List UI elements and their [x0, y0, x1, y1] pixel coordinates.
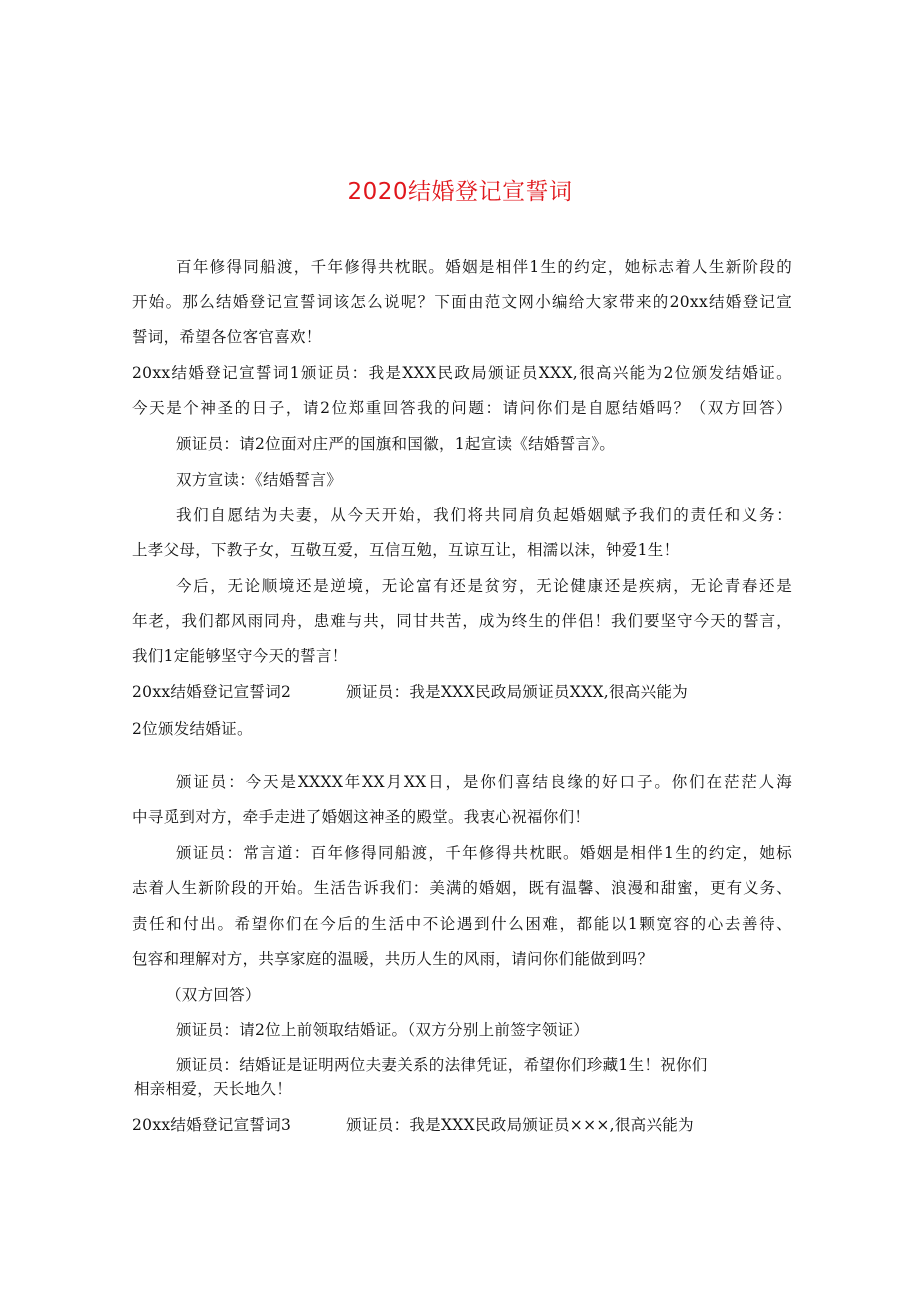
- section2-heading-rest: 颁证员：我是XXX民政局颁证员XXX,很高兴能为: [346, 683, 689, 701]
- oath2-line-1: 颁证员：今天是XXXX年XX月XX日，是你们喜结良缘的好口子。你们在茫茫人海: [176, 773, 792, 791]
- section3-heading: 20xx结婚登记宣誓词3: [132, 1116, 292, 1134]
- document-title: 2020结婚登记宣誓词: [347, 179, 573, 205]
- section2-heading-line: [132, 682, 792, 702]
- section2-line-2: 2位颁发结婚证。: [132, 720, 253, 738]
- vow-line-4: 年老，我们都风雨同舟，患难与共，同甘共苦，成为终生的伴侣！我们要坚守今天的誓言，: [132, 612, 792, 630]
- oath2-line-6: 包容和理解对方，共享家庭的温暖，共历人生的风雨，请问你们能做到吗？: [132, 950, 654, 968]
- section3-heading-rest: 颁证员：我是XXX民政局颁证员×××,很高兴能为: [346, 1116, 694, 1134]
- vow-line-3: 今后，无论顺境还是逆境，无论富有还是贫穷，无论健康还是疾病，无论青春还是: [176, 577, 792, 595]
- intro-line-2: 开始。那么结婚登记宣誓词该怎么说呢？下面由范文网小编给大家带来的20xx结婚登记宣: [132, 293, 792, 311]
- oath2-line-8: 颁证员：请2位上前领取结婚证。（双方分别上前签字领证）: [176, 1021, 590, 1039]
- vow-line-2: 上孝父母，下教子女，互敬互爱，互信互勉，互谅互让，相濡以沫，钟爱1生！: [132, 541, 680, 559]
- oath2-line-3: 颁证员：常言道：百年修得同船渡，千年修得共枕眠。婚姻是相伴1生的约定，她标: [176, 844, 792, 862]
- oath2-line-4: 志着人生新阶段的开始。生活告诉我们：美满的婚姻，既有温馨、浪漫和甜蜜，更有义务、: [132, 879, 792, 897]
- oath1-officiant-line: 颁证员：请2位面对庄严的国旗和国徽，1起宣读《结婚誓言》。: [176, 435, 616, 453]
- vow-line-5: 我们1定能够坚守今天的誓言！: [132, 647, 348, 665]
- oath2-line-10: 相亲相爱，天长地久！: [134, 1080, 293, 1098]
- intro-line-3: 誓词，希望各位客官喜欢！: [132, 328, 322, 346]
- oath1-line-2: 今天是个神圣的日子，请2位郑重回答我的问题：请问你们是自愿结婚吗？（双方回答）: [132, 399, 792, 417]
- oath2-line-5: 责任和付出。希望你们在今后的生活中不论遇到什么困难，都能以1颗宽容的心去善待、: [132, 915, 792, 933]
- oath2-answer: （双方回答）: [166, 986, 261, 1004]
- oath1-line-1: 20xx结婚登记宣誓词1颁证员：我是XXX民政局颁证员XXX,很高兴能为2位颁发结婚证。: [132, 364, 792, 382]
- oath2-line-2: 中寻觅到对方，牵手走进了婚姻这神圣的殿堂。我衷心祝福你们！: [132, 808, 591, 826]
- section3-heading-line: [132, 1115, 792, 1135]
- oath1-read-heading: 双方宣读：《结婚誓言》: [176, 471, 343, 489]
- oath2-line-9: 颁证员：结婚证是证明两位夫妻关系的法律凭证，希望你们珍藏1生！祝你们: [176, 1056, 708, 1074]
- intro-line-1: 百年修得同船渡，千年修得共枕眠。婚姻是相伴1生的约定，她标志着人生新阶段的: [176, 258, 792, 276]
- section2-heading: 20xx结婚登记宣誓词2: [132, 683, 292, 701]
- vow-line-1: 我们自愿结为夫妻，从今天开始，我们将共同肩负起婚姻赋予我们的责任和义务：: [176, 506, 792, 524]
